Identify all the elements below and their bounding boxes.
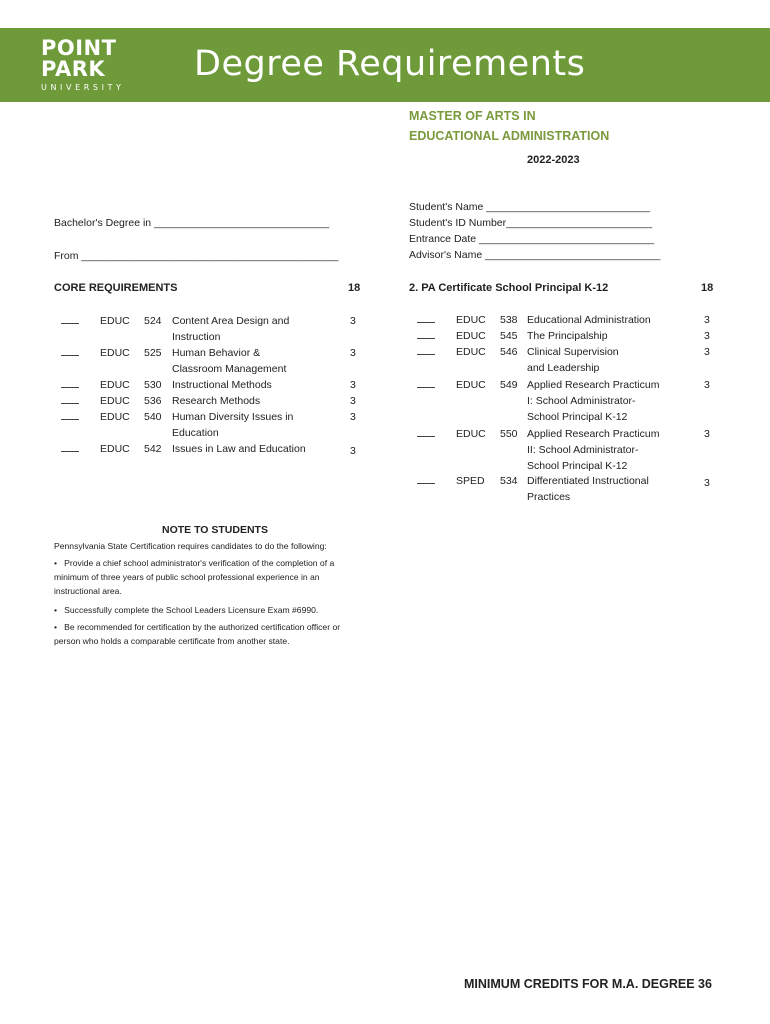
course-check-blank <box>61 323 79 324</box>
course-dept: SPED <box>456 475 485 487</box>
course-title: Instructional Methods <box>172 379 272 391</box>
course-dept: EDUC <box>100 411 130 423</box>
course-title: II: School Administrator- <box>527 444 639 456</box>
course-dept: EDUC <box>100 443 130 455</box>
course-title: Instruction <box>172 331 221 343</box>
course-title: The Principalship <box>527 330 608 342</box>
note-bullet-3: • Be recommended for certification by the authorized certification officer or person who holds a comparable certificate from another state. <box>54 622 341 646</box>
course-check-blank <box>417 322 435 323</box>
course-title: Issues in Law and Education <box>172 443 306 455</box>
course-check-blank <box>61 387 79 388</box>
course-title: Clinical Supervision <box>527 346 619 358</box>
note-intro: Pennsylvania State Certification requires candidates to do the following: <box>54 541 327 551</box>
course-number: 542 <box>144 443 162 455</box>
course-title: Human Diversity Issues in <box>172 411 294 423</box>
university-logo <box>41 38 125 92</box>
course-number: 536 <box>144 395 162 407</box>
course-title: Human Behavior & <box>172 347 261 359</box>
academic-year: 2022-2023 <box>527 154 580 166</box>
course-title: Research Methods <box>172 395 261 407</box>
course-dept: EDUC <box>456 346 486 358</box>
course-check-blank <box>61 451 79 452</box>
course-title: Education <box>172 427 219 439</box>
course-title: Educational Administration <box>527 314 651 326</box>
course-check-blank <box>417 338 435 339</box>
bachelor-degree-field: Bachelor's Degree in ______________________________ <box>54 217 330 229</box>
course-dept: EDUC <box>100 347 130 359</box>
from-field: From ____________________________________________ <box>54 250 339 262</box>
course-check-blank <box>417 436 435 437</box>
course-credits: 3 <box>704 379 710 391</box>
banner-title: Degree Requirements <box>194 44 586 84</box>
course-credits: 3 <box>350 347 356 359</box>
course-check-blank <box>417 354 435 355</box>
course-number: 549 <box>500 379 518 391</box>
course-title: and Leadership <box>527 362 600 374</box>
course-check-blank <box>61 355 79 356</box>
course-title: Practices <box>527 491 571 503</box>
advisor-name-field: Advisor's Name ______________________________ <box>409 249 661 261</box>
course-number: 540 <box>144 411 162 423</box>
course-check-blank <box>417 483 435 484</box>
program-title-line2: EDUCATIONAL ADMINISTRATION <box>409 129 610 143</box>
core-requirements-title: CORE REQUIREMENTS <box>54 282 178 294</box>
student-id-field: Student's ID Number_________________________ <box>409 217 653 229</box>
course-dept: EDUC <box>456 428 486 440</box>
course-check-blank <box>61 419 79 420</box>
course-credits: 3 <box>704 477 710 489</box>
logo-line-park: PARK <box>41 57 106 81</box>
course-title: Classroom Management <box>172 363 287 375</box>
course-number: 525 <box>144 347 162 359</box>
logo-line-university: UNIVERSITY <box>41 83 125 92</box>
course-title: Content Area Design and <box>172 315 290 327</box>
course-number: 530 <box>144 379 162 391</box>
course-number: 545 <box>500 330 518 342</box>
course-credits: 3 <box>350 315 356 327</box>
principal-section-credits: 18 <box>701 282 714 294</box>
course-check-blank <box>417 387 435 388</box>
note-bullet-2-text: Successfully complete the School Leaders Licensure Exam #6990. <box>64 605 319 615</box>
course-number: 538 <box>500 314 518 326</box>
course-dept: EDUC <box>100 315 130 327</box>
course-check-blank <box>61 403 79 404</box>
note-bullet-1-text: Provide a chief school administrator's verification of the completion of a minimum of three years of public school professional experience in an instructional area. <box>54 558 335 596</box>
course-dept: EDUC <box>456 314 486 326</box>
course-title: School Principal K-12 <box>527 460 628 472</box>
course-dept: EDUC <box>456 330 486 342</box>
note-bullet-3-text: Be recommended for certification by the authorized certification officer or person who holds a comparable certificate from another state. <box>54 622 341 646</box>
course-credits: 3 <box>704 346 710 358</box>
course-number: 550 <box>500 428 518 440</box>
course-number: 546 <box>500 346 518 358</box>
note-bullet-1: • Provide a chief school administrator's verification of the completion of a minimum of three years of public school professional experience in an instructional area. <box>54 558 335 596</box>
minimum-credits-footer: MINIMUM CREDITS FOR M.A. DEGREE 36 <box>464 977 712 991</box>
note-bullet-2: • Successfully complete the School Leaders Licensure Exam #6990. <box>54 605 319 615</box>
course-credits: 3 <box>350 395 356 407</box>
course-credits: 3 <box>704 314 710 326</box>
course-credits: 3 <box>350 445 356 457</box>
course-number: 534 <box>500 475 518 487</box>
course-title: Applied Research Practicum <box>527 428 660 440</box>
course-credits: 3 <box>350 411 356 423</box>
program-title-line1: MASTER OF ARTS IN <box>409 109 536 123</box>
principal-section-title: 2. PA Certificate School Principal K-12 <box>409 282 609 294</box>
course-credits: 3 <box>704 330 710 342</box>
course-dept: EDUC <box>100 395 130 407</box>
course-title: School Principal K-12 <box>527 411 628 423</box>
course-title: Differentiated Instructional <box>527 475 649 487</box>
logo-line-point: POINT <box>41 36 117 60</box>
course-credits: 3 <box>704 428 710 440</box>
core-requirements-credits: 18 <box>348 282 361 294</box>
header-banner <box>0 28 770 102</box>
student-name-field: Student's Name ____________________________ <box>409 201 650 213</box>
course-number: 524 <box>144 315 162 327</box>
course-credits: 3 <box>350 379 356 391</box>
entrance-date-field: Entrance Date ______________________________ <box>409 233 655 245</box>
course-title: Applied Research Practicum <box>527 379 660 391</box>
course-dept: EDUC <box>456 379 486 391</box>
course-title: I: School Administrator- <box>527 395 636 407</box>
note-title: NOTE TO STUDENTS <box>162 524 268 536</box>
course-dept: EDUC <box>100 379 130 391</box>
